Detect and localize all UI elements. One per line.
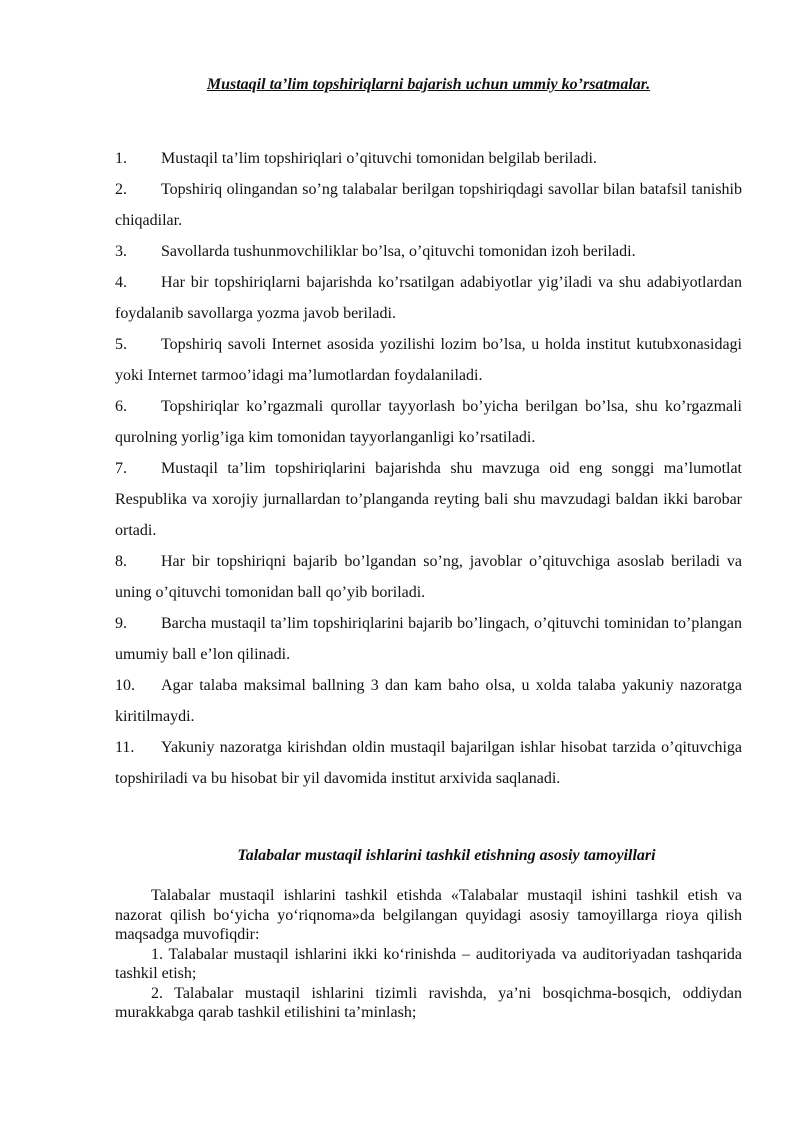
item-text: Agar talaba maksimal ballning 3 dan kam baho olsa, u xolda talaba yakuniy nazoratga kiritilmaydi. [115,677,742,725]
section-body [115,886,742,1023]
document-title: Mustaqil ta’lim topshiriqlarni bajarish uchun ummiy ko’rsatmalar. [206,76,651,93]
item-text: Yakuniy nazoratga kirishdan oldin mustaqil bajarilgan ishlar hisobat tarzida o’qituvchiga topshiriladi va bu hisobat bir yil davomida institut arxivida saqlanadi. [115,739,742,787]
item-text: Mustaqil ta’lim topshiriqlarini bajarishda shu mavzuga oid eng songgi ma’lumotlat Respublika va xorojiy jurnallardan to’planganda reyting bali shu mavzudagi baldan ikki barobar ortadi. [115,460,742,539]
item-number: 7. [115,460,127,477]
item-number: 4. [115,274,127,291]
list-item [115,546,742,608]
item-number: 1. [115,150,127,167]
item-text: Barcha mustaqil ta’lim topshiriqlarini bajarib bo’lingach, o’qituvchi tominidan to’plangan umumiy ball e’lon qilinadi. [115,615,742,663]
section-subtitle: Talabalar mustaqil ishlarini tashkil etishning asosiy tamoyillari [237,847,656,864]
item-text: Mustaqil ta’lim topshiriqlari o’qituvchi tomonidan belgilab beriladi. [161,150,597,167]
item-number: 8. [115,553,127,570]
item-text: Topshiriq olingandan so’ng talabalar berilgan topshiriqdagi savollar bilan batafsil tanishib chiqadilar. [115,181,742,229]
instructions-list [115,143,742,794]
item-number: 11. [115,739,135,756]
item-text: Har bir topshiriqlarni bajarishda ko’rsatilgan adabiyotlar yig’iladi va shu adabiyotlardan foydalanib savollarga yozma javob beriladi. [115,274,742,322]
item-number: 3. [115,243,127,260]
list-item [115,143,742,174]
list-item [115,732,742,794]
body-paragraph: Talabalar mustaqil ishlarini tashkil etishda «Talabalar mustaqil ishini tashkil etish va nazorat qilish bo‘yicha yo‘riqnoma»da belgilangan quyidagi asosiy tamoyillarga rioya qilish maqsadga muvofiqdir: [115,887,742,943]
list-item [115,174,742,236]
list-item [115,267,742,329]
list-item [115,608,742,670]
item-number: 5. [115,336,127,353]
body-paragraph: 2. Talabalar mustaqil ishlarini tizimli ravishda, ya’ni bosqichma-bosqich, oddiydan murakkabga qarab tashkil etilishini ta’minlash; [115,984,742,1021]
list-item [115,670,742,732]
item-text: Savollarda tushunmovchiliklar bo’lsa, o’qituvchi tomonidan izoh beriladi. [161,243,636,260]
item-text: Har bir topshiriqni bajarib bo’lgandan so’ng, javoblar o’qituvchiga asoslab beriladi va uning o’qituvchi tomonidan ball qo’yib boriladi. [115,553,742,601]
item-text: Topshiriq savoli Internet asosida yozilishi lozim bo’lsa, u holda institut kutubxonasidagi yoki Internet tarmoo’idagi ma’lumotlardan foydalaniladi. [115,336,742,384]
list-item [115,329,742,391]
item-number: 2. [115,181,127,198]
list-item [115,391,742,453]
item-number: 10. [115,677,135,694]
item-text: Topshiriqlar ko’rgazmali qurollar tayyorlash bo’yicha berilgan bo’lsa, shu ko’rgazmali qurolning yorlig’iga kim tomonidan tayyorlanganligi ko’rsatiladi. [115,398,742,446]
body-paragraph: 1. Talabalar mustaqil ishlarini ikki ko‘rinishda – auditoriyada va auditoriyadan tashqarida tashkil etish; [115,945,742,982]
item-number: 6. [115,398,127,415]
item-number: 9. [115,615,127,632]
list-item [115,236,742,267]
list-item [115,453,742,546]
